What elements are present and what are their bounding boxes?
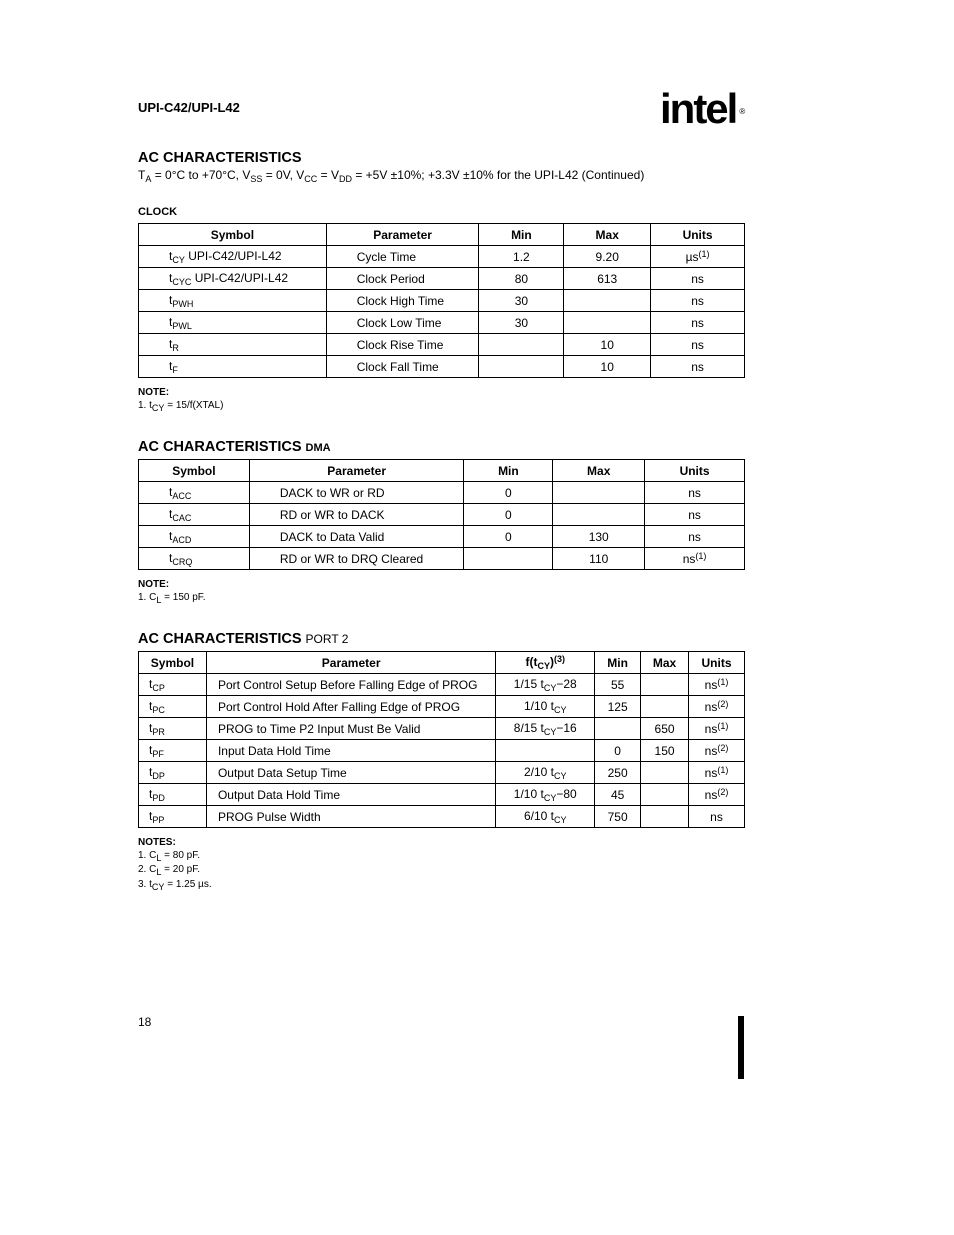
max-cell: 10 [564, 334, 651, 356]
min-cell: 1.2 [479, 246, 564, 268]
parameter-cell: Clock Low Time [326, 312, 479, 334]
min-cell: 750 [595, 806, 641, 828]
symbol-cell: $t_{ACD}$ [139, 526, 250, 548]
table-row [139, 784, 745, 806]
symbol-cell: $t_{ACC}$ [139, 482, 250, 504]
table-header-row [139, 224, 745, 246]
min-cell: 0 [464, 482, 553, 504]
col-header: Parameter [249, 460, 464, 482]
col-header: Min [479, 224, 564, 246]
port2-notes: NOTES: 1. $C_L = 80$ pF. 2. $C_L = 20$ pF. 3. $t_{CY} = 1.25$ µs. [138, 837, 212, 892]
parameter-cell: PROG to Time P2 Input Must Be Valid [206, 718, 495, 740]
max-cell: 150 [641, 740, 689, 762]
formula-cell: 6/10 $t_{CY}$ [496, 806, 595, 828]
units-cell: ns [689, 806, 745, 828]
dma-section-heading: AC CHARACTERISTICS DMA [138, 439, 331, 455]
min-cell [479, 356, 564, 378]
symbol-cell: $t_{CAC}$ [139, 504, 250, 526]
col-header: Units [651, 224, 745, 246]
clock-caption: CLOCK [138, 206, 178, 218]
max-cell [564, 312, 651, 334]
parameter-cell: Port Control Hold After Falling Edge of PROG [206, 696, 495, 718]
max-cell [641, 674, 689, 696]
units-cell: $ns^{(2)}$ [689, 696, 745, 718]
min-cell: 80 [479, 268, 564, 290]
min-cell: 0 [464, 504, 553, 526]
units-cell: ns [645, 482, 745, 504]
units-cell: $ns^{(2)}$ [689, 784, 745, 806]
parameter-cell: DACK to Data Valid [249, 526, 464, 548]
table-row [139, 674, 745, 696]
symbol-cell: $t_F$ [139, 356, 327, 378]
symbol-cell: $t_{PWL}$ [139, 312, 327, 334]
parameter-cell: RD or WR to DACK [249, 504, 464, 526]
max-cell [641, 762, 689, 784]
col-header: Symbol [139, 652, 207, 674]
max-cell [641, 806, 689, 828]
parameter-cell: Clock Fall Time [326, 356, 479, 378]
units-cell: $ns^{(1)}$ [689, 718, 745, 740]
max-cell: 9.20 [564, 246, 651, 268]
table-header-row [139, 460, 745, 482]
table-row [139, 526, 745, 548]
col-header: Max [553, 460, 645, 482]
max-cell [553, 504, 645, 526]
units-cell: ns [651, 312, 745, 334]
symbol-cell: $t_R$ [139, 334, 327, 356]
units-cell: µs$^{(1)}$ [651, 246, 745, 268]
max-cell [641, 696, 689, 718]
symbol-cell: $t_{PWH}$ [139, 290, 327, 312]
table-row [139, 246, 745, 268]
units-cell: ns [645, 526, 745, 548]
table-row [139, 290, 745, 312]
table-row [139, 504, 745, 526]
col-header: Parameter [206, 652, 495, 674]
max-cell [564, 290, 651, 312]
formula-cell [496, 740, 595, 762]
symbol-cell: $t_{PC}$ [139, 696, 207, 718]
col-header: Min [464, 460, 553, 482]
col-header: Max [564, 224, 651, 246]
table-row [139, 806, 745, 828]
table-row [139, 548, 745, 570]
parameter-cell: Cycle Time [326, 246, 479, 268]
max-cell: 650 [641, 718, 689, 740]
note-line: 1. $C_L = 80$ pF. [138, 849, 200, 863]
col-header: Units [645, 460, 745, 482]
units-cell: $ns^{(2)}$ [689, 740, 745, 762]
col-header: Symbol [139, 460, 250, 482]
parameter-cell: Output Data Setup Time [206, 762, 495, 784]
table-row [139, 268, 745, 290]
min-cell: 55 [595, 674, 641, 696]
col-header: Parameter [326, 224, 479, 246]
table-header-row [139, 652, 745, 674]
parameter-cell: PROG Pulse Width [206, 806, 495, 828]
min-cell [464, 548, 553, 570]
symbol-cell: $t_{CRQ}$ [139, 548, 250, 570]
col-header: Max [641, 652, 689, 674]
table-row [139, 718, 745, 740]
min-cell: 45 [595, 784, 641, 806]
units-cell: ns [651, 334, 745, 356]
symbol-cell: $t_{PP}$ [139, 806, 207, 828]
symbol-cell: $t_{PF}$ [139, 740, 207, 762]
symbol-cell: $t_{CY}$ UPI-C42/UPI-L42 [139, 246, 327, 268]
operating-conditions: $T_A = 0^\circ C$ to +70°C, $V_{SS} = 0V$, $V_{CC} = V_{DD} = +5V \pm 10\%$; +3.3V ±10% for the UPI-L42 (Continued) [138, 168, 645, 184]
units-cell: ns [651, 290, 745, 312]
dma-table [138, 459, 745, 570]
units-cell: ns [645, 504, 745, 526]
parameter-cell: RD or WR to DRQ Cleared [249, 548, 464, 570]
clock-table [138, 223, 745, 378]
clock-note: NOTE: 1. $t_{CY}$ = 15/f(XTAL) [138, 387, 224, 413]
units-cell: $ns^{(1)}$ [689, 674, 745, 696]
units-cell: ns [651, 356, 745, 378]
units-cell: $ns^{(1)}$ [645, 548, 745, 570]
page-number: 18 [138, 1015, 152, 1029]
parameter-cell: DACK to WR or RD [249, 482, 464, 504]
table-row [139, 356, 745, 378]
note-line: 2. $C_L = 20$ pF. [138, 864, 200, 877]
col-header: $f(t_{CY})^{(3)}$ [496, 652, 595, 674]
parameter-cell: Clock Rise Time [326, 334, 479, 356]
min-cell: 125 [595, 696, 641, 718]
note-line: 1. $t_{CY}$ = 15/f(XTAL) [138, 399, 224, 413]
registered-mark: ® [739, 106, 746, 116]
max-cell: 613 [564, 268, 651, 290]
formula-cell: 2/10 $t_{CY}$ [496, 762, 595, 784]
intel-logo [660, 85, 746, 132]
max-cell [641, 784, 689, 806]
col-header: Units [689, 652, 745, 674]
formula-cell: 8/15 $t_{CY}-16$ [496, 718, 595, 740]
min-cell: 0 [595, 740, 641, 762]
col-header: Min [595, 652, 641, 674]
dma-note: NOTE: 1. $C_L = 150$ pF. [138, 579, 206, 605]
min-cell [595, 718, 641, 740]
min-cell: 30 [479, 290, 564, 312]
symbol-cell: $t_{DP}$ [139, 762, 207, 784]
min-cell: 250 [595, 762, 641, 784]
port2-section-heading: AC CHARACTERISTICS PORT 2 [138, 631, 349, 647]
parameter-cell: Input Data Hold Time [206, 740, 495, 762]
units-cell: $ns^{(1)}$ [689, 762, 745, 784]
note-line: 1. $C_L = 150$ pF. [138, 591, 206, 605]
symbol-cell: $t_{PR}$ [139, 718, 207, 740]
symbol-cell: $t_{CYC}$ UPI-C42/UPI-L42 [139, 268, 327, 290]
max-cell: 130 [553, 526, 645, 548]
table-row [139, 696, 745, 718]
symbol-cell: $t_{PD}$ [139, 784, 207, 806]
clock-section-heading: AC CHARACTERISTICS [138, 150, 302, 166]
min-cell [479, 334, 564, 356]
table-row [139, 334, 745, 356]
table-row [139, 740, 745, 762]
table-row [139, 312, 745, 334]
min-cell: 0 [464, 526, 553, 548]
symbol-cell: $t_{CP}$ [139, 674, 207, 696]
parameter-cell: Clock Period [326, 268, 479, 290]
table-row [139, 762, 745, 784]
margin-change-bar [738, 1016, 744, 1079]
max-cell: 110 [553, 548, 645, 570]
max-cell [553, 482, 645, 504]
max-cell: 10 [564, 356, 651, 378]
units-cell: ns [651, 268, 745, 290]
parameter-cell: Output Data Hold Time [206, 784, 495, 806]
parameter-cell: Port Control Setup Before Falling Edge of PROG [206, 674, 495, 696]
port2-table [138, 651, 745, 828]
formula-cell: 1/15 $t_{CY}-28$ [496, 674, 595, 696]
table-row [139, 482, 745, 504]
formula-cell: 1/10 $t_{CY}$ [496, 696, 595, 718]
col-header: Symbol [139, 224, 327, 246]
note-line: 3. $t_{CY} = 1.25$ µs. [138, 878, 212, 892]
logo-text: intel [660, 85, 737, 132]
min-cell: 30 [479, 312, 564, 334]
parameter-cell: Clock High Time [326, 290, 479, 312]
document-title: UPI-C42/UPI-L42 [138, 100, 240, 115]
formula-cell: 1/10 $t_{CY}-80$ [496, 784, 595, 806]
